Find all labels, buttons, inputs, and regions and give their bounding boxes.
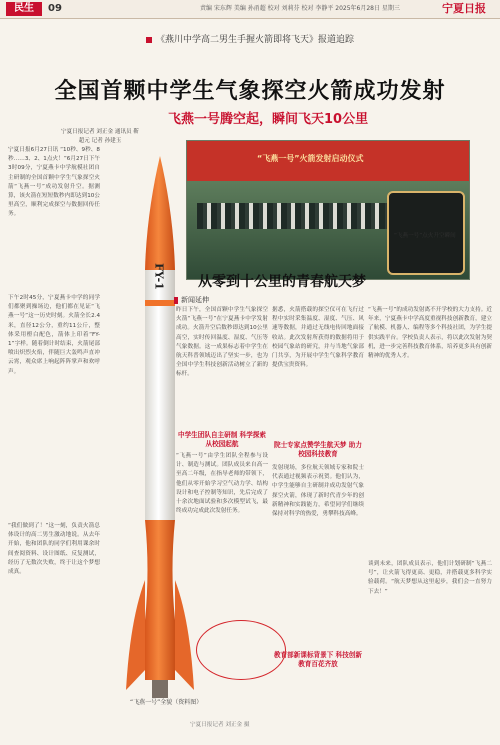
article-right-para-1: “飞燕一号”的成功发射离不开学校的大力支持。近年来，宁夏燕卡中学高度重视科技创新教育，建立了航模、机器人、编程等多个科技社团，为学生提供实践平台。学校负责人表示，将以此次发射为契机，进一步完善科技教育体系，培养更多具有创新精神的优秀人才。 — [368, 307, 492, 360]
rocket-caption: “飞燕一号”全貌（资料图） — [130, 699, 203, 706]
main-headline: 全国首颗中学生气象探空火箭成功发射 — [54, 79, 446, 104]
mid-subheading-1: 中学生团队自主研制 科学探索从校园起航 — [177, 431, 266, 448]
photo-banner-text: “飞燕一号”火箭发射启动仪式 — [257, 154, 364, 163]
mid-subheading-2: 院士专家点赞学生航天梦 助力校园科技教育 — [273, 441, 362, 458]
rocket-label: FY-1 — [152, 263, 166, 290]
article-mid-para-1: 昨日下午，全国首颗中学生气象探空火箭“飞燕一号”在宁夏燕卡中学发射成功。火箭升空后数秒即达到10公里高空，实时传回温度、湿度、气压等气象数据。这一成果标志着中学生在航天科普领域迈出了坚实一步，也为全国中学生科技创新活动树立了新的标杆。 — [176, 307, 268, 378]
article-left-para-2: 下午2时45分，宁夏燕卡中学的同学们都聚到操场边，他们都在见证“飞燕一号”这一历史时刻。火箭全长2.4米，直径12公分，重约11公斤，整体采用橙白配色，箭体上印着“FY-1”字样。随着倒计时结束，火箭尾部喷出炽烈火焰，伴随巨大轰鸣声直冲云霄，观众席上响起阵阵掌声和欢呼声。 — [8, 295, 100, 375]
kicker: 《燕川中学高二男生手握火箭即将飞天》报道追踪 — [0, 32, 500, 45]
kicker-marker-icon — [146, 37, 152, 43]
tag-marker-icon — [174, 297, 178, 304]
news-tag: 新闻延伸 — [174, 295, 209, 305]
byline: 宁夏日报记者 刘正金 通讯员 靳超元 记者 孙建玉 — [60, 129, 140, 144]
newspaper-logo: 宁夏日报 — [442, 2, 486, 15]
launch-ceremony-photo — [186, 140, 470, 280]
side-caption: “飞燕一号”点火升空瞬间 — [394, 233, 456, 239]
article-left-para-3: “我们做到了！”这一刻，负责火箭总体设计的高二男生激动地说。从去年开始，他和团队的同学们利用课余时间查阅资料、设计图纸、反复测试，经历了无数次失败，终于让这个梦想成真。 — [8, 523, 100, 576]
article-left-para-1: 宁夏日报6月27日讯 “10秒、9秒、8秒……3、2、1点火！”6月27日下午3时09分，宁夏燕卡中学航模社团自主研制的全国首颗中学生气象探空火箭“飞燕一号”成功发射升空。据测算，该火箭在短短数秒内即达到10公里高空，顺利完成探空与数据回传任务。 — [8, 147, 100, 218]
article-mid-para-2: “飞燕一号”由学生团队全程参与设计、制造与测试。团队成员来自高一至高二年级，在指导老师的带领下，他们从零开始学习空气动力学、结构设计和电子控制等知识，先后完成了十余次地面试验和多次模型试飞，最终成功完成此次发射任务。 — [176, 453, 268, 515]
article-right-para-2: 谈到未来，团队成员表示，他们计划研制“飞燕二号”，让火箭飞得更高、更稳，并搭载更多科学实验载荷。“航天梦想从这里起步，我们会一直努力下去！” — [368, 561, 492, 595]
mid-subheading-3: 教育部新课标背景下 科技创新教育百花齐放 — [273, 651, 362, 668]
feature-headline: 从零到十公里的青春航天梦 — [198, 274, 366, 290]
page-number: 09 — [48, 3, 62, 14]
highlight-circle — [196, 620, 286, 680]
editor-meta: 责编 宋东辉 美编 孙甬超 校对 刘莉芬 校对 李静平 2025年6月28日 星期三 — [200, 5, 400, 12]
sub-headline: 飞燕一号腾空起，瞬间飞天10公里 — [168, 112, 369, 127]
article-mid-para-4: 发射现场，多位航天领域专家和院士代表通过视频表示祝贺。他们认为，中学生能够自主研制并成功发射气象探空火箭，体现了新时代青少年的创新精神和实践能力，希望同学们继续保持对科学的热爱，勇攀科技高峰。 — [272, 465, 364, 518]
photo-credit: 宁夏日报记者 刘正金 摄 — [190, 722, 250, 728]
article-mid-para-3: 据悉，火箭搭载的探空仪可在飞行过程中实时采集温度、湿度、气压、风速等数据，并通过无线电传回地面接收站。此次发射所获得的数据将用于校园气象站的研究，并与当地气象部门共享，为开展中学生气象科学教育提供宝贵资料。 — [272, 307, 364, 369]
section-label: 民生 — [6, 2, 42, 16]
